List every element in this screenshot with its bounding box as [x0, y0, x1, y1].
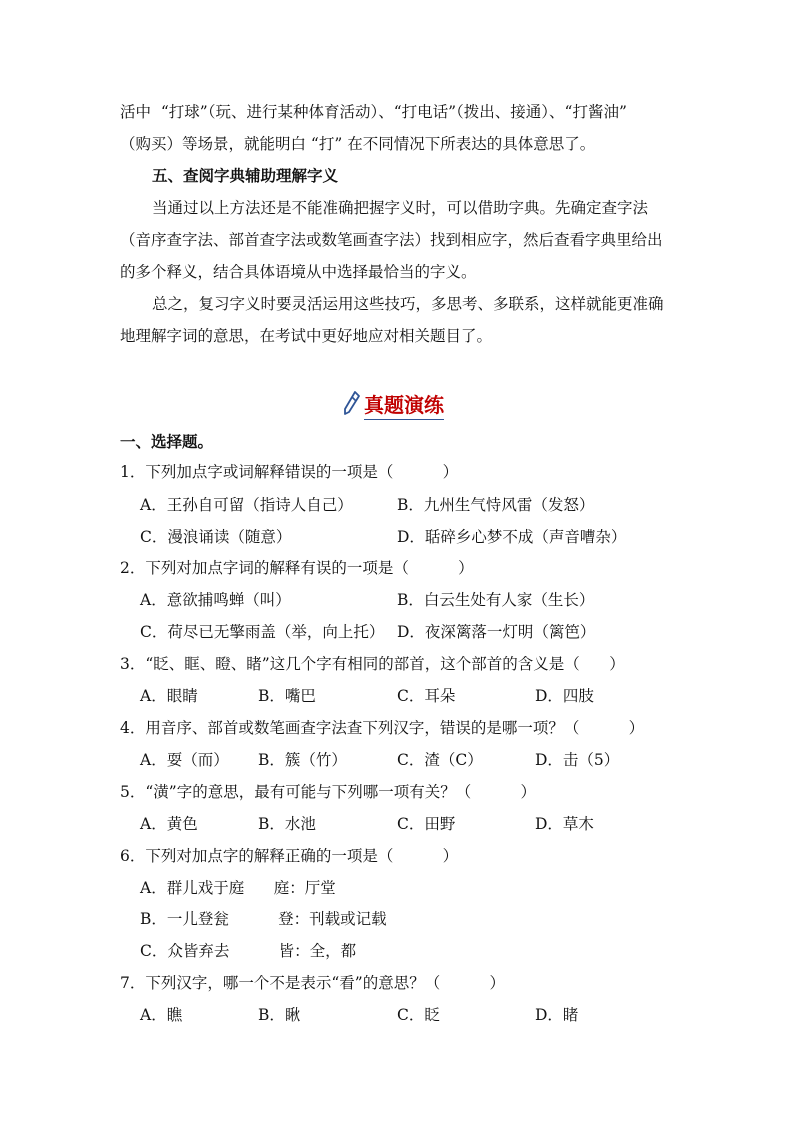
question-4-option-c: C．渣（C） [397, 751, 483, 769]
question-3-stem: 3．“眨、眶、瞪、睹”这几个字有相同的部首，这个部首的含义是（ ） [120, 655, 625, 673]
question-2-stem: 2．下列对加点字词的解释有误的一项是（ ） [120, 559, 474, 577]
section5-p2-line1: 总之，复习字义时要灵活运用这些技巧，多思考、多联系，这样就能更准确 [152, 295, 664, 313]
section5-heading: 五、查阅字典辅助理解字义 [152, 166, 339, 185]
intro-line-1: 活中 “打球”（玩、进行某种体育活动）、“打电话”（拨出、接通）、“打酱油” [120, 103, 627, 121]
question-7-stem: 7．下列汉字，哪一个不是表示“看”的意思？（ ） [120, 974, 505, 992]
question-6-stem: 6．下列对加点字的解释正确的一项是（ ） [120, 847, 459, 865]
question-6-option-c: C．众皆弃去 皆：全，都 [140, 942, 357, 960]
section5-p1-line3: 的多个释义，结合具体语境从中选择最恰当的字义。 [120, 263, 477, 281]
question-1-option-b: B．九州生气恃风雷（发怒） [397, 496, 595, 514]
question-6-option-a: A．群儿戏于庭 庭：厅堂 [140, 879, 336, 897]
question-6-option-b: B．一儿登瓮 登：刊载或记载 [140, 910, 387, 928]
question-5-option-a: A．黄色 [140, 815, 198, 833]
question-2-option-b: B．白云生处有人家（生长） [397, 591, 595, 609]
question-7-option-b: B．瞅 [258, 1006, 301, 1024]
question-7-option-a: A．瞧 [140, 1006, 183, 1024]
question-1-option-d: D．聒碎乡心梦不成（声音嘈杂） [397, 528, 627, 546]
practice-title: 真题演练 [364, 392, 444, 420]
question-7-option-c: C．眨 [397, 1006, 440, 1024]
question-1-option-a: A．王孙自可留（指诗人自己） [140, 496, 353, 514]
question-3-option-c: C．耳朵 [397, 687, 456, 705]
question-4-stem: 4．用音序、部首或数笔画查字法查下列汉字，错误的是哪一项？（ ） [120, 719, 645, 737]
question-4-option-a: A．耍（而） [140, 751, 229, 769]
question-7-option-d: D．睹 [535, 1006, 579, 1024]
question-2-option-a: A．意欲捕鸣蝉（叫） [140, 591, 291, 609]
section5-p1-line2: （音序查字法、部首查字法或数笔画查字法）找到相应字，然后查看字典里给出 [120, 231, 663, 249]
pencil-icon [343, 390, 361, 416]
question-4-option-b: B．簇（竹） [258, 751, 347, 769]
intro-line-2: （购买）等场景，就能明白 “打” 在不同情况下所表达的具体意思了。 [120, 135, 596, 153]
section5-p1-line1: 当通过以上方法还是不能准确把握字义时，可以借助字典。先确定查字法 [152, 199, 649, 217]
part1-heading: 一、选择题。 [120, 432, 214, 451]
question-3-option-b: B．嘴巴 [258, 687, 316, 705]
question-1-option-c: C．漫浪诵读（随意） [140, 528, 292, 546]
question-3-option-d: D．四肢 [535, 687, 594, 705]
question-5-option-c: C．田野 [397, 815, 456, 833]
question-4-option-d: D．击（5） [535, 751, 620, 769]
question-3-option-a: A．眼睛 [140, 687, 198, 705]
question-1-stem: 1．下列加点字或词解释错误的一项是（ ） [120, 463, 459, 481]
question-2-option-d: D．夜深篱落一灯明（篱笆） [397, 623, 596, 641]
section5-p2-line2: 地理解字词的意思，在考试中更好地应对相关题目了。 [120, 327, 493, 345]
question-5-option-d: D．草木 [535, 815, 594, 833]
question-5-option-b: B．水池 [258, 815, 316, 833]
question-2-option-c: C．荷尽已无擎雨盖（举，向上托） [140, 623, 385, 641]
question-5-stem: 5．“潢”字的意思，最有可能与下列哪一项有关？（ ） [120, 783, 536, 801]
